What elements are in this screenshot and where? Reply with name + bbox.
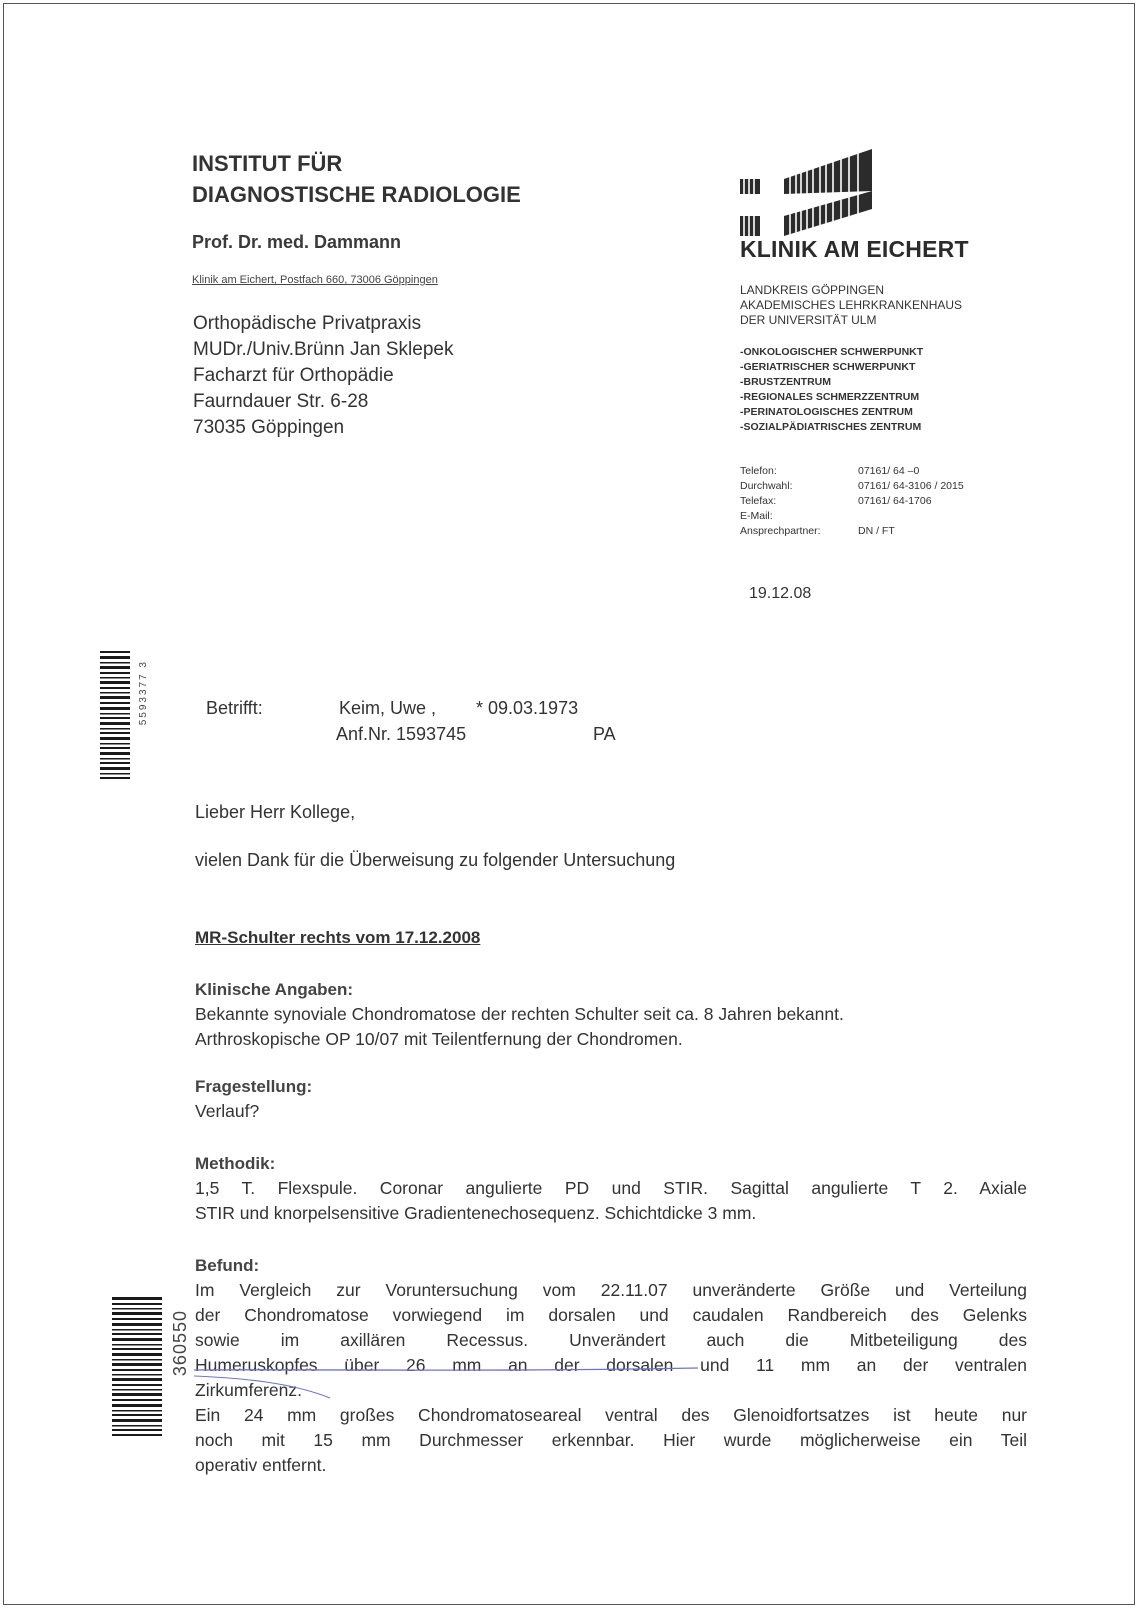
contact-row-telefax xyxy=(740,494,964,509)
contact-label: Telefax: xyxy=(740,495,777,507)
thanks-line: vielen Dank für die Überweisung zu folgender Untersuchung xyxy=(195,850,676,870)
salutation: Lieber Herr Kollege, xyxy=(195,802,356,822)
body-line: operativ entfernt. xyxy=(195,1455,327,1475)
clinic-logo-icon xyxy=(740,143,890,243)
clinic-line: DER UNIVERSITÄT ULM xyxy=(740,313,877,327)
clinic-contact xyxy=(740,464,964,539)
recipient-line: MUDr./Univ.Brünn Jan Sklepek xyxy=(193,339,454,360)
body-line: Arthroskopische OP 10/07 mit Teilentfernung der Chondromen. xyxy=(195,1029,683,1049)
clinic-line: AKADEMISCHES LEHRKRANKENHAUS xyxy=(740,298,963,312)
focus-item: -PERINATOLOGISCHES ZENTRUM xyxy=(740,406,913,418)
section-heading: Klinische Angaben: xyxy=(195,980,354,999)
clinic-name: KLINIK AM EICHERT xyxy=(740,236,969,262)
pen-underline-mark xyxy=(190,1360,710,1404)
letter-date: 19.12.08 xyxy=(749,585,812,602)
section-heading: Fragestellung: xyxy=(195,1077,313,1096)
contact-row-telefon xyxy=(740,464,964,479)
clinic-affiliation xyxy=(740,283,962,328)
body-line: Zirkumferenz. xyxy=(195,1380,302,1400)
section-body xyxy=(195,1099,1027,1124)
contact-row-durchwahl xyxy=(740,479,964,494)
contact-value: DN / FT xyxy=(858,525,895,537)
contact-row-email xyxy=(740,509,964,524)
clinic-focus-list xyxy=(740,345,923,435)
body-line: STIR und knorpelsensitive Gradientenechosequenz. Schichtdicke 3 mm. xyxy=(195,1203,757,1223)
recipient-line: Facharzt für Orthopädie xyxy=(193,365,394,386)
subject-tag: PA xyxy=(593,724,616,744)
section-question xyxy=(195,1075,1027,1124)
institute-head: Prof. Dr. med. Dammann xyxy=(192,232,402,252)
contact-value: 07161/ 64-3106 / 2015 xyxy=(858,480,964,492)
focus-item: -SOZIALPÄDIATRISCHES ZENTRUM xyxy=(740,421,922,433)
institute-title xyxy=(192,148,521,210)
institute-title-line1: INSTITUT FÜR xyxy=(192,151,343,176)
body-line: Ein 24 mm großes Chondromatoseareal ventral des Glenoidfortsatzes ist heute nur xyxy=(195,1405,1027,1425)
barcode-number: 5593377 3 xyxy=(138,660,149,726)
body-line: sowie im axillären Recessus. Unverändert auch die Mitbeteiligung des xyxy=(195,1330,1027,1350)
body-line: Humeruskopfes über 26 mm an der dorsalen und 11 mm an der ventralen xyxy=(195,1355,1027,1375)
section-heading: Befund: xyxy=(195,1256,260,1275)
recipient-address xyxy=(193,311,453,441)
body-line: 1,5 T. Flexspule. Coronar angulierte PD und STIR. Sagittal angulierte T 2. Axiale xyxy=(195,1178,1027,1198)
institute-title-line2: DIAGNOSTISCHE RADIOLOGIE xyxy=(192,182,521,207)
contact-label: Durchwahl: xyxy=(740,480,793,492)
body-line: der Chondromatose vorwiegend im dorsalen und caudalen Randbereich des Gelenks xyxy=(195,1305,1027,1325)
focus-item: -ONKOLOGISCHER SCHWERPUNKT xyxy=(740,346,924,358)
section-clinical xyxy=(195,978,1027,1052)
recipient-line: Faurndauer Str. 6-28 xyxy=(193,391,369,412)
return-address: Klinik am Eichert, Postfach 660, 73006 Göppingen xyxy=(192,274,438,286)
body-line: noch mit 15 mm Durchmesser erkennbar. Hier wurde möglicherweise ein Teil xyxy=(195,1430,1027,1450)
contact-label: E-Mail: xyxy=(740,510,773,522)
pen-stroke xyxy=(194,1376,330,1398)
body-line: Im Vergleich zur Voruntersuchung vom 22.11.07 unveränderte Größe und Verteilung xyxy=(195,1280,1027,1300)
section-body xyxy=(195,1176,1027,1226)
exam-title: MR-Schulter rechts vom 17.12.2008 xyxy=(195,928,481,947)
contact-value: 07161/ 64-1706 xyxy=(858,495,932,507)
barcode-number: 360550 xyxy=(170,1310,190,1377)
recipient-line: Orthopädische Privatpraxis xyxy=(193,313,422,334)
section-body xyxy=(195,1002,1027,1052)
subject-label: Betrifft: xyxy=(206,698,263,718)
section-heading: Methodik: xyxy=(195,1154,276,1173)
request-number: Anf.Nr. 1593745 xyxy=(336,724,467,744)
clinic-line: LANDKREIS GÖPPINGEN xyxy=(740,283,885,297)
body-line: Bekannte synoviale Chondromatose der rechten Schulter seit ca. 8 Jahren bekannt. xyxy=(195,1004,844,1024)
contact-row-ansprechpartner xyxy=(740,524,964,539)
section-method xyxy=(195,1152,1027,1226)
focus-item: -BRUSTZENTRUM xyxy=(740,376,831,388)
body-line: Verlauf? xyxy=(195,1101,260,1121)
recipient-line: 73035 Göppingen xyxy=(193,417,345,438)
barcode-icon xyxy=(112,1297,164,1442)
pen-stroke xyxy=(194,1368,698,1370)
contact-value: 07161/ 64 –0 xyxy=(858,465,920,477)
patient-dob: * 09.03.1973 xyxy=(476,698,579,718)
barcode-icon xyxy=(100,651,134,786)
patient-name: Keim, Uwe , xyxy=(339,698,437,718)
contact-label: Ansprechpartner: xyxy=(740,525,821,537)
focus-item: -REGIONALES SCHMERZZENTRUM xyxy=(740,391,920,403)
focus-item: -GERIATRISCHER SCHWERPUNKT xyxy=(740,361,916,373)
contact-label: Telefon: xyxy=(740,465,777,477)
